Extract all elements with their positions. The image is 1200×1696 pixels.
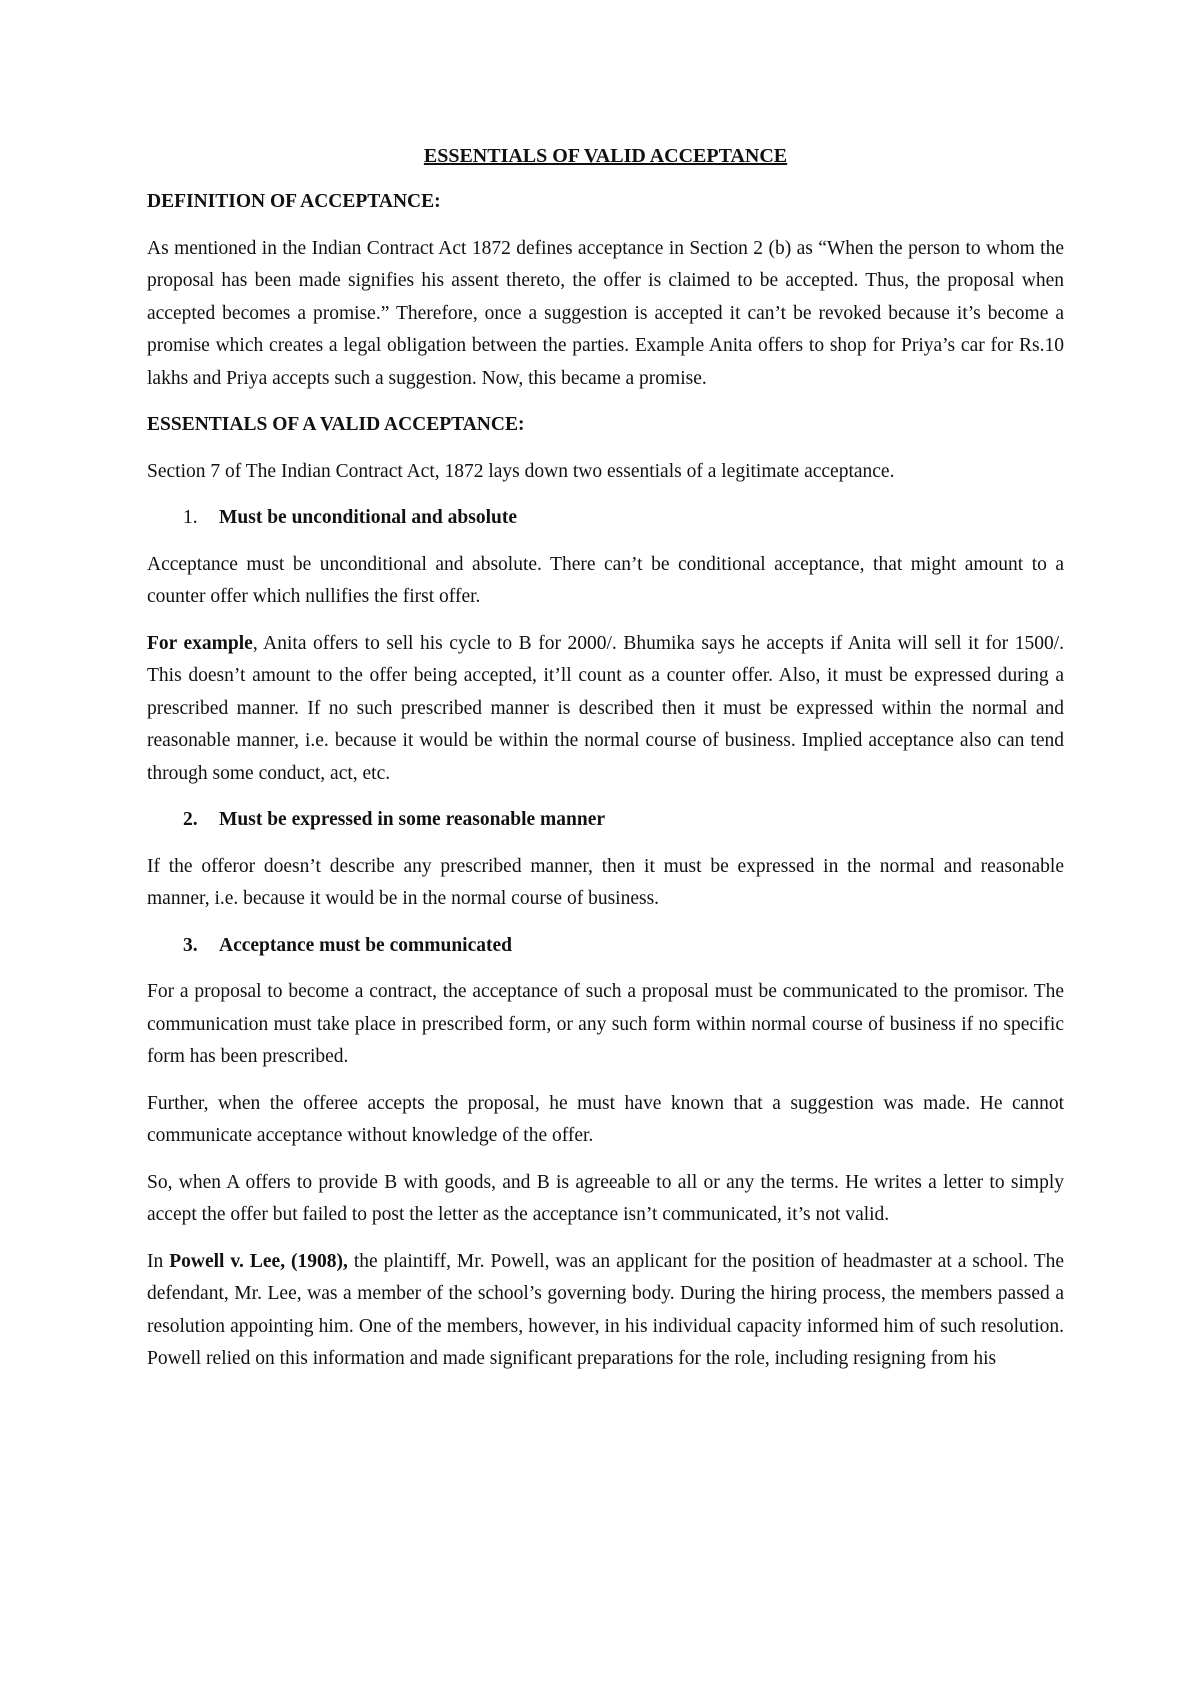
list-item-1-number: 1. xyxy=(183,507,198,528)
definition-paragraph: As mentioned in the Indian Contract Act 1872 defines acceptance in Section 2 (b) as “When the person to whom the proposal has been made signifies his assent thereto, the offer is claimed to be accepted. Thus, the proposal when accepted becomes a promise.” Therefore, once a suggestion is accepted it can’t be revoked because it’s become a promise which creates a legal obligation between the parties. Example Anita offers to shop for Priya’s car for Rs.10 lakhs and Priya accepts such a suggestion. Now, this became a promise. xyxy=(147,237,1064,389)
example-lead: For example xyxy=(147,632,253,654)
case-text: the plaintiff, Mr. Powell, was an applicant for the position of headmaster at a school. The defendant, Mr. Lee, was a member of the school’s governing body. During the hiring process, the members passed a resolution appointing him. One of the members, however, in his individual capacity informed him of such resolution. Powell relied on this information and made significant preparations for the role, including resigning from his xyxy=(147,1250,1064,1369)
item3-paragraph-3: So, when A offers to provide B with goods, and B is agreeable to all or any the terms. He writes a letter to simply accept the offer but failed to post the letter as the acceptance isn’t communicated, it’s not valid. xyxy=(147,1171,1064,1225)
case-name: Powell v. Lee, (1908), xyxy=(169,1250,348,1272)
list-item-2-number: 2. xyxy=(183,809,198,830)
item3-paragraph-2: Further, when the offeree accepts the proposal, he must have known that a suggestion was made. He cannot communicate acceptance without knowledge of the offer. xyxy=(147,1092,1064,1146)
definition-heading: DEFINITION OF ACCEPTANCE: xyxy=(147,191,441,212)
item1-paragraph: Acceptance must be unconditional and absolute. There can’t be conditional acceptance, that might amount to a counter offer which nullifies the first offer. xyxy=(147,553,1064,607)
list-item-3-title: Acceptance must be communicated xyxy=(219,934,512,956)
document-page xyxy=(147,140,1064,1390)
item3-paragraph-1: For a proposal to become a contract, the acceptance of such a proposal must be communicated to the promisor. The communication must take place in prescribed form, or any such form within normal course of business if no specific form has been prescribed. xyxy=(147,981,1064,1067)
item2-paragraph: If the offeror doesn’t describe any prescribed manner, then it must be expressed in the normal and reasonable manner, i.e. because it would be in the normal course of business. xyxy=(147,855,1064,909)
list-item-3-number: 3. xyxy=(183,934,198,956)
item1-example-paragraph xyxy=(147,628,1064,791)
essentials-intro: Section 7 of The Indian Contract Act, 1872 lays down two essentials of a legitimate acceptance. xyxy=(147,460,895,482)
list-item-2-heading xyxy=(147,804,1064,837)
example-text: , Anita offers to sell his cycle to B for 2000/. Bhumika says he accepts if Anita will sell it for 1500/. This doesn’t amount to the offer being accepted, it’ll count as a counter offer. Also, it must be expressed during a prescribed manner. If no such prescribed manner is described then it must be expressed within the normal and reasonable manner, i.e. because it would be within the normal course of business. Implied acceptance also can tend through some conduct, act, etc. xyxy=(147,632,1065,784)
list-item-1-title: Must be unconditional and absolute xyxy=(219,507,517,528)
list-item-3-heading xyxy=(147,930,1064,963)
case-prefix: In xyxy=(147,1250,170,1272)
document-title: ESSENTIALS OF VALID ACCEPTANCE xyxy=(423,145,788,167)
case-paragraph xyxy=(147,1246,1064,1376)
list-item-1-heading xyxy=(147,502,1064,535)
list-item-2-title: Must be expressed in some reasonable manner xyxy=(219,809,606,830)
essentials-heading: ESSENTIALS OF A VALID ACCEPTANCE: xyxy=(147,414,525,435)
